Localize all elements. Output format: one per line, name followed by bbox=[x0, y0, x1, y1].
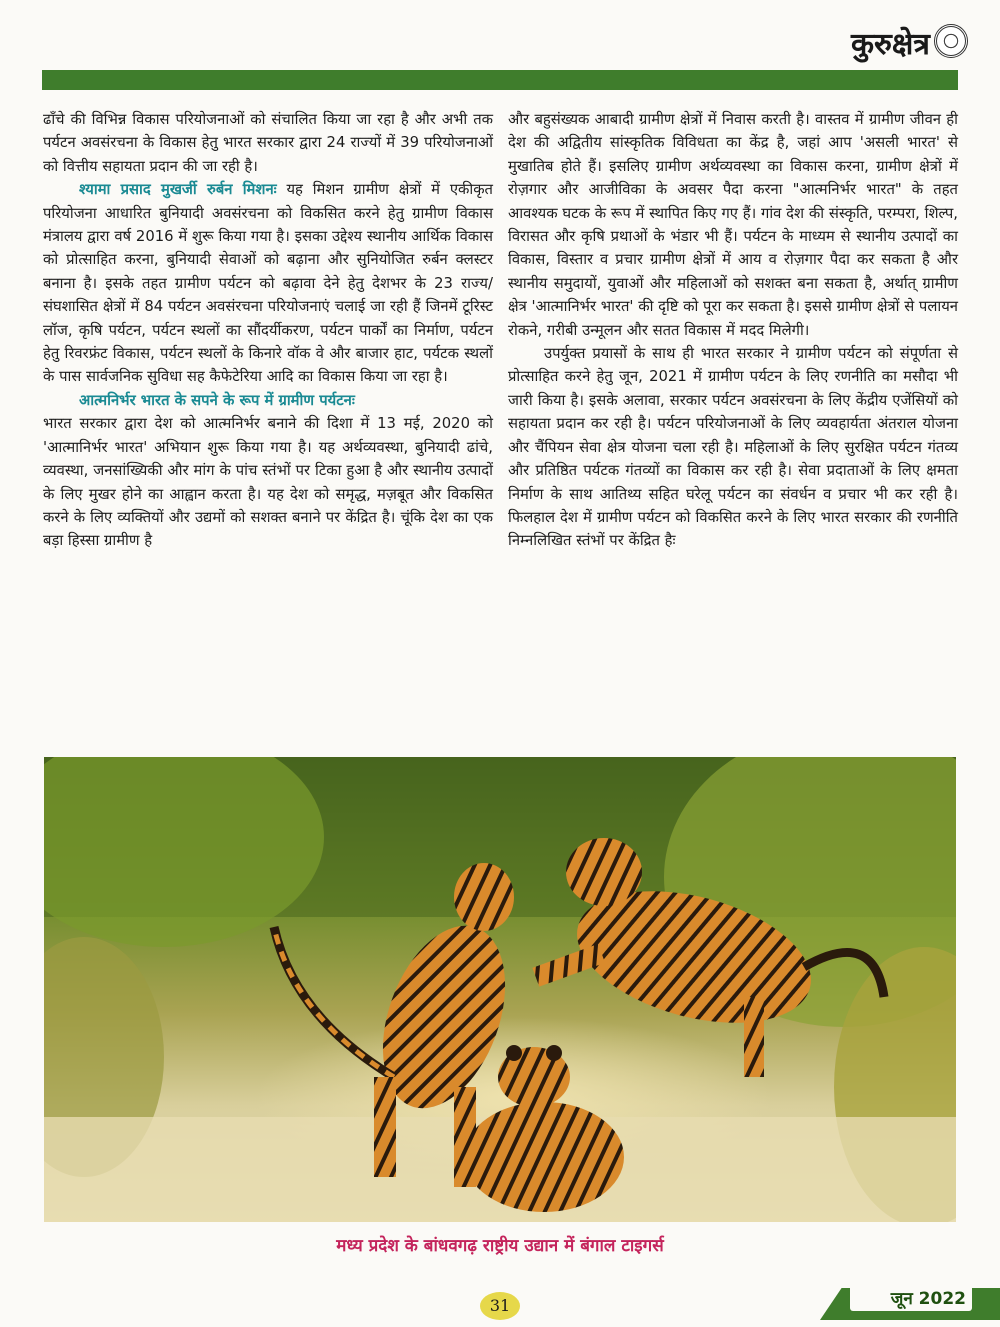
subheading-atmanirbhar bbox=[43, 389, 493, 412]
tigers-photo bbox=[44, 757, 956, 1222]
photo-caption: मध्य प्रदेश के बांधवगढ़ राष्ट्रीय उद्यान में बंगाल टाइगर्स bbox=[336, 1236, 664, 1256]
page-number: 31 bbox=[480, 1292, 520, 1320]
subheading-atmanirbhar-text: आत्मनिर्भर भारत के सपने के रूप में ग्रामीण पर्यटनः bbox=[79, 391, 355, 409]
issue-date: जून 2022 bbox=[850, 1284, 972, 1311]
subheading-rurban-mission: श्यामा प्रसाद मुखर्जी रुर्बन मिशनः bbox=[79, 181, 277, 199]
tigers-illustration bbox=[44, 757, 956, 1222]
left-column bbox=[43, 108, 493, 553]
paragraph-rurban-mission bbox=[43, 178, 493, 389]
paragraph-intro: ढाँचे की विभिन्न विकास परियोजनाओं को संचालित किया जा रहा है और अभी तक पर्यटन अवसंरचना के विकास हेतु भारत सरकार द्वारा 24 राज्यों में 39 परियोजनाओं को वित्तीय सहायता प्रदान की जा रही है। bbox=[43, 111, 493, 175]
paragraph-atmanirbhar: भारत सरकार द्वारा देश को आत्मनिर्भर बनाने की दिशा में 13 मई, 2020 को 'आत्मानिर्भर भारत' अभियान शुरू किया गया है। यह अर्थव्यवस्था, बुनियादी ढांचे, व्यवस्था, जनसांख्यिकी और मांग के पांच स्तंभों पर टिका हुआ है और स्थानीय उत्पादों के लिए मुखर होने का आह्वान करता है। यह देश को समृद्ध, मज़बूत और विकसित करने के लिए व्यक्तियों और उद्यमों को सशक्त बनाने पर केंद्रित है। चूंकि देश का एक बड़ा हिस्सा ग्रामीण है bbox=[43, 415, 493, 550]
right-column bbox=[508, 108, 958, 553]
paragraph-rural-strategy: उपर्युक्त प्रयासों के साथ ही भारत सरकार ने ग्रामीण पर्यटन को संपूर्णता से प्रोत्साहित करने हेतु जून, 2021 में ग्रामीण पर्यटन के लिए रणनीति का मसौदा भी जारी किया है। इसके अलावा, सरकार पर्यटन अवसंरचना के लिए केंद्रीय एजेंसियों को सहायता प्रदान कर रही है। पर्यटन परियोजनाओं के लिए व्यवहार्यता अंतराल योजना और चैंपियन सेवा क्षेत्र योजना चला रही है। महिलाओं के लिए सुरक्षित पर्यटन गंतव्य और प्रतिष्ठित पर्यटक गंतव्यों का विकास कर रही है। सेवा प्रदाताओं के लिए क्षमता निर्माण के साथ आतिथ्य सहित घरेलू पर्यटन का संवर्धन व प्रचार भी कर रही है। फिलहाल देश में ग्रामीण पर्यटन को विकसित करने के लिए भारत सरकार की रणनीति निम्नलिखित स्तंभों पर केंद्रित हैः bbox=[508, 345, 958, 550]
rurban-mission-body: यह मिशन ग्रामीण क्षेत्रों में एकीकृत परियोजना आधारित बुनियादी अवसंरचना को विकसित करने हेतु ग्रामीण विकास मंत्रालय द्वारा वर्ष 2016 में शुरू किया गया है। इसका उद्देश्य स्थानीय आर्थिक विकास को प्रोत्साहित करना, बुनियादी सेवाओं को बढ़ाना और सुनियोजित रुर्बन क्लस्टर बनाना है। इसके तहत ग्रामीण पर्यटन को बढ़ावा देने हेतु देशभर के 23 राज्य/संघशासित क्षेत्रों में 84 पर्यटन अवसंरचना परियोजनाएं चलाई जा रही हैं जिनमें टूरिस्ट लॉज, कृषि पर्यटन, पर्यटन स्थलों का सौंदर्यीकरण, पर्यटन पार्कों का निर्माण, पर्यटन हेतु रिवरफ्रंट विकास, पर्यटन स्थलों के किनारे वॉक वे और बाजार हाट, पर्यटक स्थलों के पास सार्वजनिक सुविधा सह कैफेटेरिया आदि का विकास किया जा रहा है। bbox=[43, 181, 493, 386]
paragraph-rural-economy: और बहुसंख्यक आबादी ग्रामीण क्षेत्रों में निवास करती है। वास्तव में ग्रामीण जीवन ही देश की अद्वितीय सांस्कृतिक विविधता का केंद्र है, जहां आप 'असली भारत' से मुखातिब होते हैं। इसलिए ग्रामीण अर्थव्यवस्था का विकास करना, ग्रामीण क्षेत्रों में रोज़गार और आजीविका के अवसर पैदा करना "आत्मनिर्भर भारत" के तहत आवश्यक घटक के रूप में स्थापित किए गए हैं। गांव देश की संस्कृति, परम्परा, शिल्प, विरासत और कृषि प्रथाओं के भंडार भी हैं। पर्यटन के माध्यम से स्थानीय उत्पादों का विकास, विस्तार व प्रचार ग्रामीण क्षेत्रों में आय व रोज़गार पैदा कर सकता है और स्थानीय समुदायों, युवाओं और महिलाओं को सशक्त बना सकता है, अर्थात् ग्रामीण क्षेत्र 'आत्मानिर्भर भारत' की दृष्टि को पूरा कर सकता है। इससे ग्रामीण क्षेत्रों से पलायन रोकने, गरीबी उन्मूलन और सतत विकास में मदद मिलेगी। bbox=[508, 111, 958, 339]
header-green-bar bbox=[42, 70, 958, 90]
magazine-masthead: कुरुक्षेत्र bbox=[850, 27, 930, 62]
emblem-icon bbox=[934, 24, 968, 58]
